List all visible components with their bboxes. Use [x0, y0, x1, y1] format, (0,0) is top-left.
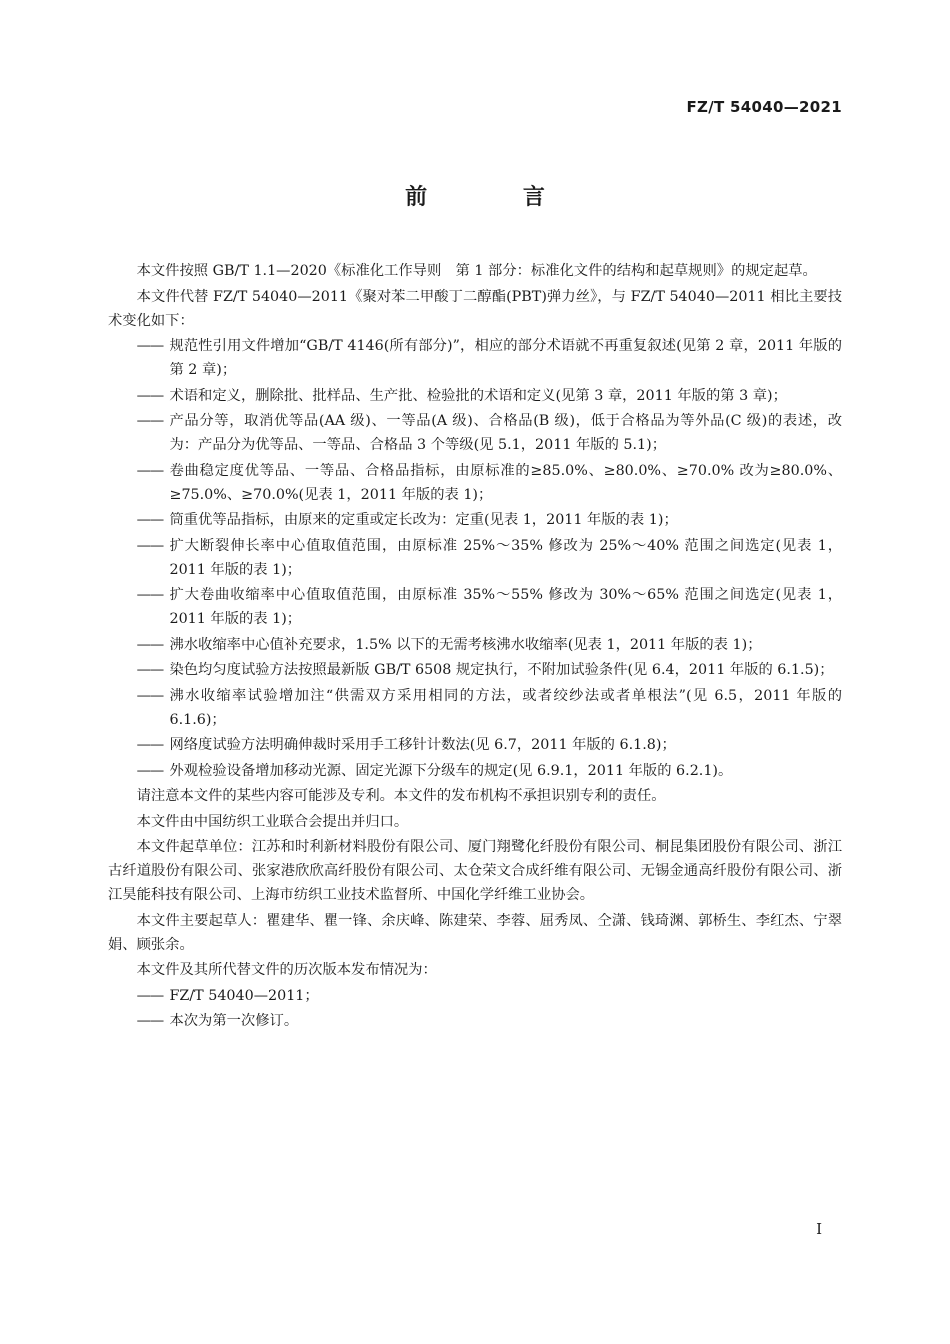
paragraph: 请注意本文件的某些内容可能涉及专利。本文件的发布机构不承担识别专利的责任。 — [136, 788, 666, 804]
list-item — [108, 1009, 842, 1033]
list-item — [108, 759, 842, 783]
list-item-text: FZ/T 54040—2011； — [169, 987, 319, 1004]
list-item — [108, 334, 842, 382]
list-dash: —— — [136, 1013, 164, 1029]
list-dash: —— — [136, 687, 164, 704]
list-item — [108, 658, 842, 682]
list-item — [108, 583, 842, 631]
list-item-text: 扩大卷曲收缩率中心值取值范围，由原标准 35%～55% 修改为 30%～65% 范围之间选定(见表 1，2011 年版的表 1)； — [169, 587, 842, 627]
list-item-text: 沸水收缩率试验增加注“供需双方采用相同的方法，或者绞纱法或者单根法”(见 6.5，2011 年版的 6.1.6)； — [169, 687, 842, 728]
list-item-text: 产品分等，取消优等品(AA 级)、一等品(A 级)、合格品(B 级)，低于合格品为等外品(C 级)的表述，改为：产品分为优等品、一等品、合格品 3 个等级(见 5.1，2011 年版的 5.1)； — [169, 413, 842, 453]
list-dash: —— — [136, 512, 164, 528]
page-number: I — [816, 1220, 822, 1238]
list-dash: —— — [136, 762, 164, 779]
page-title: 前 言 — [405, 185, 589, 210]
list-item — [108, 984, 842, 1008]
document-code: FZ/T 54040—2021 — [686, 98, 842, 116]
paragraph: 本文件主要起草人：瞿建华、瞿一锋、余庆峰、陈建荣、李蓉、屈秀凤、仝潇、钱琦渊、郭桥生、李红杰、宁翠娟、顾张余。 — [108, 912, 842, 953]
list-item — [108, 534, 842, 582]
list-item — [108, 409, 842, 457]
list-item-text: 本次为第一次修订。 — [169, 1013, 299, 1029]
list-dash: —— — [136, 537, 164, 554]
paragraph: 本文件及其所代替文件的历次版本发布情况为： — [136, 962, 437, 978]
list-item-text: 术语和定义，删除批、批样品、生产批、检验批的术语和定义(见第 3 章，2011 年版的第 3 章)； — [169, 387, 787, 404]
list-item-text: 卷曲稳定度优等品、一等品、合格品指标，由原标准的≥85.0%、≥80.0%、≥70.0% 改为≥80.0%、≥75.0%、≥70.0%(见表 1，2011 年版的表 1)； — [169, 462, 842, 503]
list-dash: —— — [136, 387, 164, 404]
list-dash: —— — [136, 987, 164, 1004]
list-dash: —— — [136, 737, 164, 753]
list-item — [108, 733, 842, 757]
list-dash: —— — [136, 462, 164, 479]
list-dash: —— — [136, 338, 164, 354]
list-item — [108, 684, 842, 732]
foreword-body — [108, 259, 842, 1035]
list-dash: —— — [136, 587, 164, 603]
paragraph: 本文件代替 FZ/T 54040—2011《聚对苯二甲酸丁二醇酯(PBT)弹力丝》，与 FZ/T 54040—2011 相比主要技术变化如下： — [108, 288, 842, 329]
list-item-text: 规范性引用文件增加“GB/T 4146(所有部分)”，相应的部分术语就不再重复叙述(见第 2 章，2011 年版的第 2 章)； — [169, 338, 842, 378]
list-dash: —— — [136, 413, 164, 429]
list-item-text: 扩大断裂伸长率中心值取值范围，由原标准 25%～35% 修改为 25%～40% 范围之间选定(见表 1，2011 年版的表 1)； — [169, 537, 842, 578]
list-item-text: 筒重优等品指标，由原来的定重或定长改为：定重(见表 1，2011 年版的表 1)； — [169, 512, 678, 528]
list-item-text: 网络度试验方法明确伸裁时采用手工移针计数法(见 6.7，2011 年版的 6.1.8)； — [169, 737, 676, 753]
list-item — [108, 633, 842, 657]
paragraph: 本文件按照 GB/T 1.1—2020《标准化工作导则 第 1 部分：标准化文件的结构和起草规则》的规定起草。 — [136, 263, 817, 279]
list-item-text: 外观检验设备增加移动光源、固定光源下分级车的规定(见 6.9.1，2011 年版的 6.2.1)。 — [169, 762, 733, 779]
list-item — [108, 459, 842, 507]
list-item-text: 沸水收缩率中心值补充要求，1.5% 以下的无需考核沸水收缩率(见表 1，2011 年版的表 1)； — [169, 636, 762, 653]
list-dash: —— — [136, 662, 164, 678]
list-dash: —— — [136, 636, 164, 653]
list-item — [108, 508, 842, 532]
paragraph: 本文件由中国纺织工业联合会提出并归口。 — [136, 813, 409, 830]
list-item-text: 染色均匀度试验方法按照最新版 GB/T 6508 规定执行，不附加试验条件(见 6.4，2011 年版的 6.1.5)； — [169, 662, 834, 678]
paragraph: 本文件起草单位：江苏和时利新材料股份有限公司、厦门翔鹭化纤股份有限公司、桐昆集团股份有限公司、浙江古纤道股份有限公司、张家港欣欣高纤股份有限公司、太仓荣文合成纤维有限公司、无锡金通高纤股份有限公司、浙江昊能科技有限公司、上海市纺织工业技术监督所、中国化学纤维工业协会。 — [108, 839, 842, 903]
list-item — [108, 384, 842, 408]
